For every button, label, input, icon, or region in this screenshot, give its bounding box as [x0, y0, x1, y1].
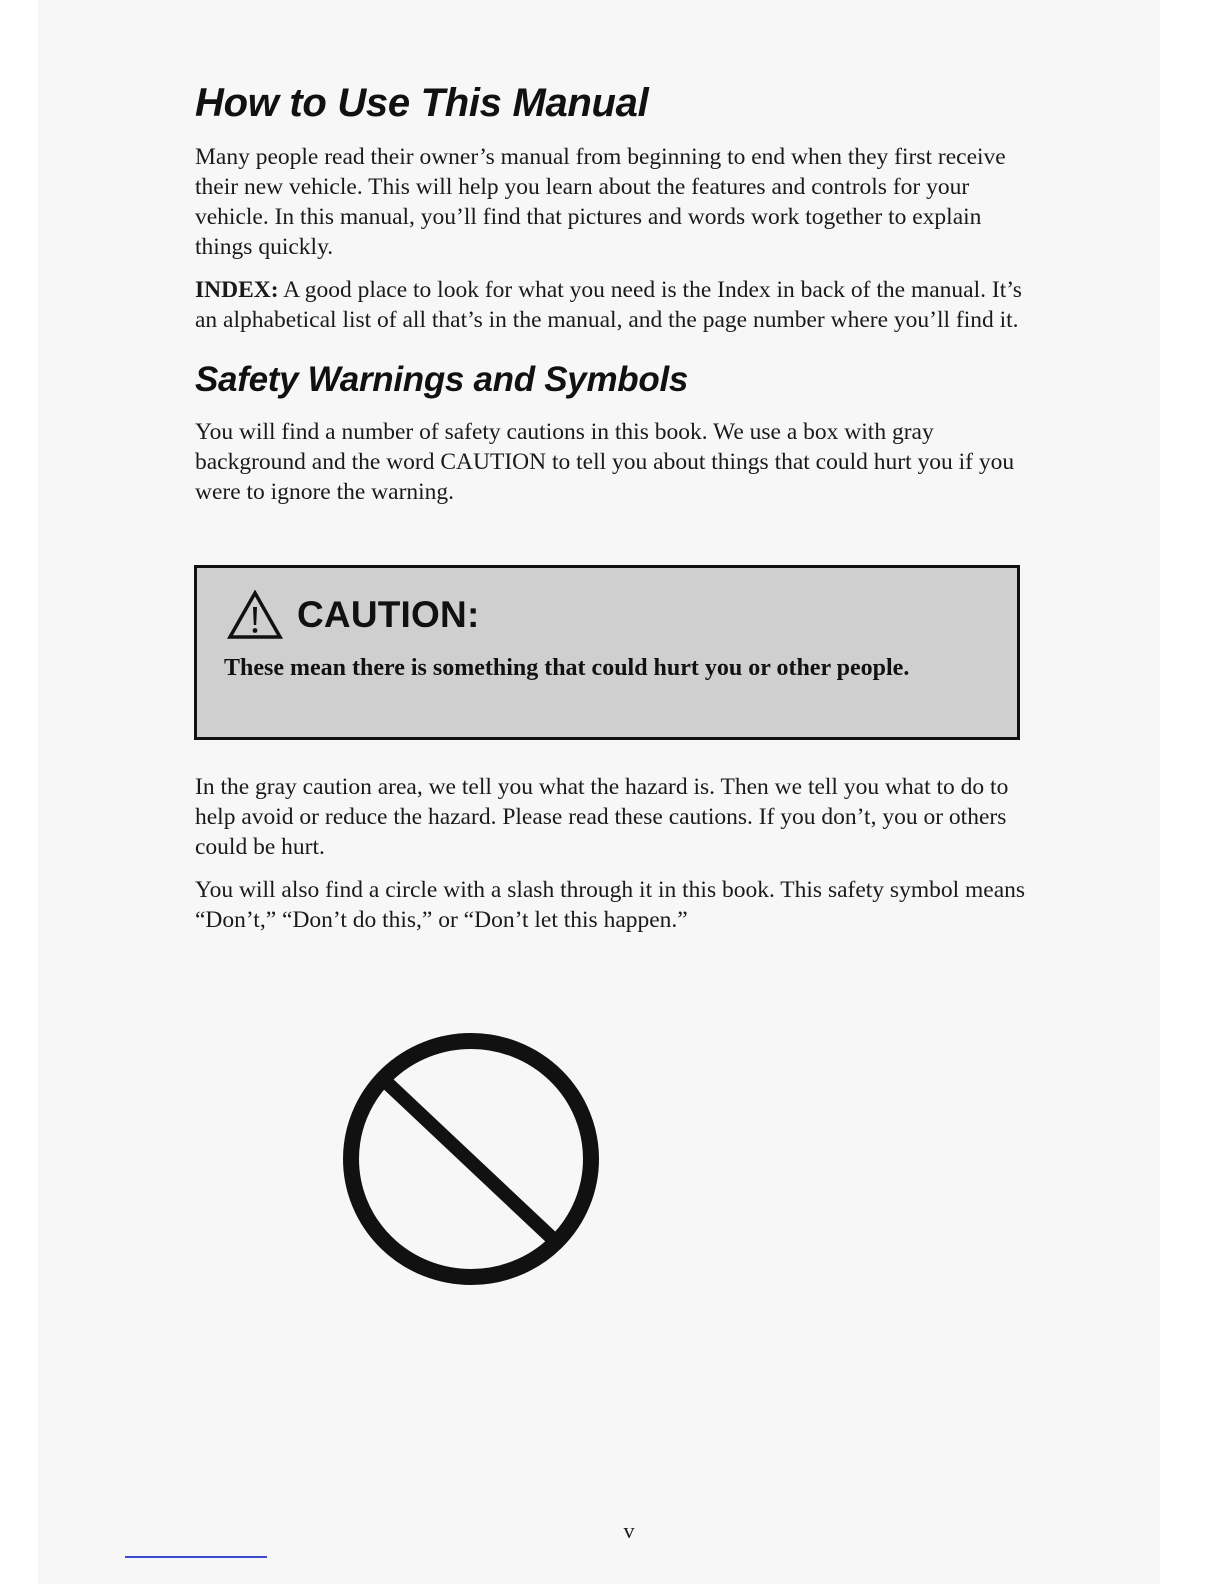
caution-box: [194, 565, 1020, 740]
safety-paragraph: You will find a number of safety cautions in this book. We use a box with gray background and the word CAUTION to tell you about things that could hurt you if you were to ignore the warning.: [195, 419, 1015, 505]
section-title-how-to-use: How to Use This Manual: [195, 81, 649, 125]
index-paragraph: [195, 275, 1030, 335]
caution-label: CAUTION:: [297, 594, 480, 635]
section-title-safety: Safety Warnings and Symbols: [195, 360, 689, 399]
prohibition-icon: [340, 1030, 602, 1288]
warning-triangle-icon: [227, 590, 283, 640]
content-top: [195, 74, 1030, 520]
index-text: A good place to look for what you need is the Index in back of the manual. It’s an alphabetical list of all that’s in the manual, and the page number where you’ll find it.: [195, 277, 1022, 333]
symbol-paragraph: You will also find a circle with a slash through it in this book. This safety symbol means “Don’t,” “Don’t do this,” or “Don’t let this happen.”: [195, 877, 1026, 933]
content-bottom: [195, 772, 1030, 948]
intro-paragraph: Many people read their owner’s manual from beginning to end when they first receive their new vehicle. This will help you learn about the features and controls for your vehicle. In this manual, you’ll find that pictures and words work together to explain things quickly.: [195, 144, 1006, 260]
page-number: v: [623, 1518, 635, 1543]
index-label: INDEX:: [195, 277, 279, 303]
caution-header: [227, 590, 479, 640]
hazard-paragraph: In the gray caution area, we tell you what the hazard is. Then we tell you what to do to help avoid or reduce the hazard. Please read these cautions. If you don’t, you or others could be hurt.: [195, 774, 1009, 860]
footer-link-line: [125, 1556, 267, 1558]
caution-text: These mean there is something that could hurt you or other people.: [224, 655, 910, 681]
